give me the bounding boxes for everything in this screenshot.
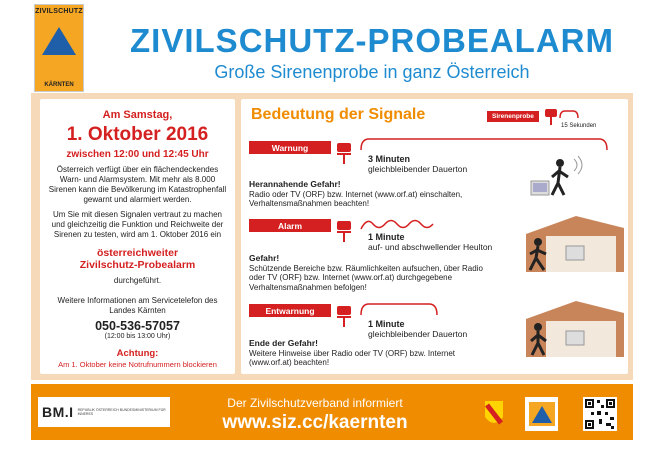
continuous-tone-wave (359, 302, 439, 316)
info-panel (40, 99, 235, 374)
short-tone-wave (559, 109, 579, 119)
sirenprobe-duration: 15 Sekunden (561, 123, 597, 129)
highlight-line-2: Zivilschutz-Probealarm (79, 259, 196, 271)
signal-text-alarm: Schützende Bereiche bzw. Räumlichkeiten aufsuchen, über Radio oder TV (ORF) bzw. Internet (www.orf.at) durchgegebene Verhaltensmaßnahmen befolgen! (249, 263, 483, 292)
signal-duration-entwarnung: 1 Minute (368, 319, 405, 329)
signal-hint-entwarnung (249, 339, 499, 368)
info-text: Weitere Informationen am Servicetelefon des Landes Kärnten (57, 296, 218, 315)
signal-heading-entwarnung: Ende der Gefahr! (249, 338, 318, 348)
person-radio-scene (516, 151, 596, 201)
signal-duration-warnung: 3 Minuten (368, 154, 410, 164)
signal-tone-entwarnung: gleichbleibender Dauerton (368, 329, 468, 339)
phone-number[interactable]: 050-536-57057 (95, 319, 180, 333)
performed-text: durchgeführt. (113, 276, 162, 285)
siren-icon (335, 141, 353, 165)
continuous-tone-wave (359, 137, 609, 151)
logo-bottom-text: KÄRNTEN (44, 82, 74, 88)
bmi-mark: BM.I (42, 404, 74, 420)
signal-label-warnung: Warnung (249, 141, 331, 154)
signals-title: Bedeutung der Signale (251, 106, 426, 123)
rising-falling-tone-wave (359, 217, 439, 231)
triangle-icon (42, 27, 76, 55)
zivilschutz-small-logo (525, 397, 558, 431)
signal-desc-alarm (368, 232, 492, 252)
page-subtitle: Große Sirenenprobe in ganz Österreich (214, 62, 530, 82)
warning-text: Am 1. Oktober keine Notrufnummern blockieren (58, 360, 217, 369)
siren-icon (335, 219, 353, 243)
qr-code-icon[interactable] (583, 397, 617, 431)
siren-icon (543, 106, 559, 126)
logo-top-text: ZIVILSCHUTZ (35, 8, 83, 15)
signal-text-entwarnung: Weitere Hinweise über Radio oder TV (ORF) bzw. Internet (www.orf.at) beachten! (249, 348, 456, 367)
signal-desc-warnung (368, 154, 467, 174)
triangle-icon (529, 402, 555, 426)
signal-label-entwarnung: Entwarnung (249, 304, 331, 317)
time-line: zwischen 12:00 und 12:45 Uhr (66, 149, 209, 160)
signal-hint-warnung (249, 180, 499, 209)
paragraph-2: Um Sie mit diesen Signalen vertraut zu machen und gleichzeitig die Funktion und Reichweite der Sirenen zu testen, wird am 1. Oktober 2016 ein (51, 210, 224, 239)
sirenprobe-label: Sirenenprobe (487, 111, 539, 122)
signal-desc-entwarnung (368, 319, 467, 339)
signals-panel (241, 99, 628, 374)
bmi-logo (38, 397, 170, 427)
date-line-2: 1. Oktober 2016 (66, 124, 209, 145)
highlight-line-1: österreichweiter (96, 247, 179, 259)
house-person-scene (506, 214, 626, 274)
zivilschutz-kaernten-logo (34, 4, 84, 92)
footer-url[interactable]: www.siz.cc/kaernten (222, 412, 408, 433)
date-line-1: Am Samstag, (102, 109, 173, 121)
house-person-scene (506, 299, 626, 359)
kaernten-coat-of-arms-icon (479, 397, 509, 431)
signal-tone-alarm: auf- und abschwellender Heulton (368, 242, 493, 252)
siren-icon (335, 304, 353, 328)
signal-duration-alarm: 1 Minute (368, 232, 405, 242)
signal-hint-alarm (249, 254, 499, 292)
page-title: ZIVILSCHUTZ-PROBEALARM (130, 22, 614, 59)
signal-heading-alarm: Gefahr! (249, 253, 280, 263)
bmi-text: REPUBLIK ÖSTERREICH BUNDESMINISTERIUM FÜR INNERES (77, 408, 166, 416)
signal-text-warnung: Radio oder TV (ORF) bzw. Internet (www.orf.at) einschalten, Verhaltensmaßnahmen beachten! (249, 189, 463, 208)
warning-title: Achtung: (116, 348, 159, 359)
footer-info: Der Zivilschutzverband informiert (227, 396, 403, 410)
signal-tone-warnung: gleichbleibender Dauerton (368, 164, 468, 174)
phone-hours: (12:00 bis 13:00 Uhr) (104, 333, 171, 340)
signal-heading-warnung: Herannahende Gefahr! (249, 179, 341, 189)
signal-label-alarm: Alarm (249, 219, 331, 232)
paragraph-1: Österreich verfügt über ein flächendeckendes Warn- und Alarmsystem. Mit mehr als 8.000 Sirenen kann die Bevölkerung im Katastrophenfall gewarnt und alarmiert werden. (48, 165, 227, 204)
